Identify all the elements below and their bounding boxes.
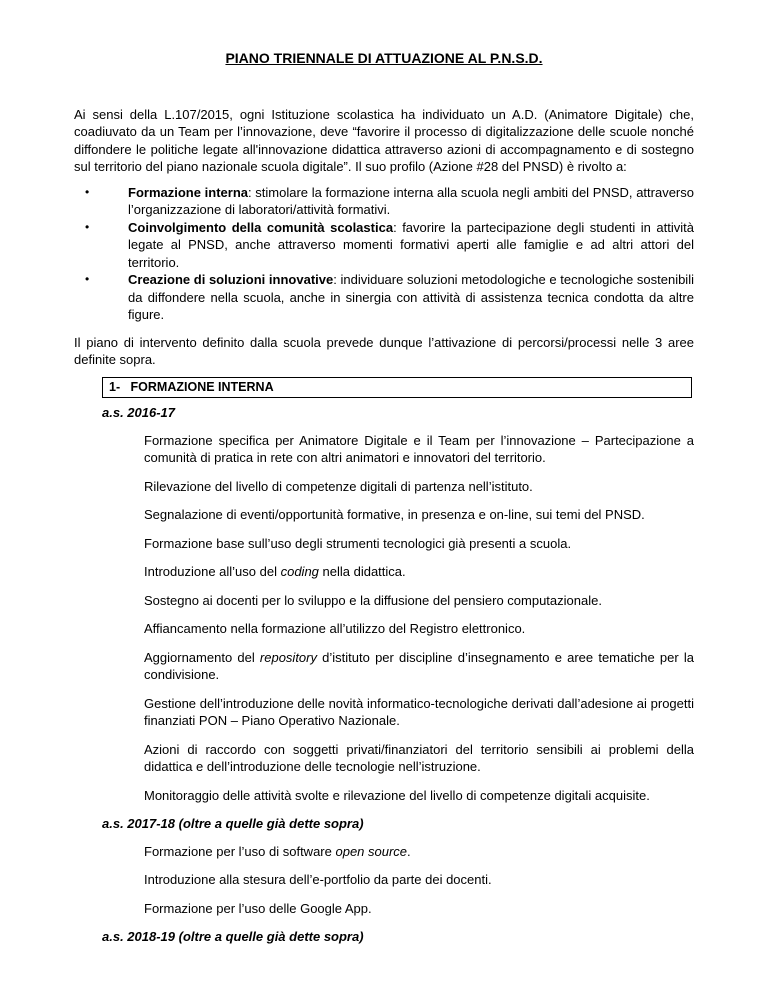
activity-item: Introduzione all’uso del coding nella didattica. <box>144 564 406 579</box>
profile-item-title: Creazione di soluzioni innovative <box>128 272 334 287</box>
school-year-label: a.s. 2018-19 (oltre a quelle già dette sopra) <box>102 929 364 944</box>
profile-item-title: Formazione interna <box>128 184 248 200</box>
plan-paragraph: Il piano di intervento definito dalla scuola prevede dunque l’attivazione di percorsi/processi nelle 3 aree definite sopra. <box>74 334 694 367</box>
activity-item: Formazione specifica per Animatore Digitale e il Team per l’innovazione – Partecipazione a comunità di pratica in rete con altri animatori e innovatori del territorio. <box>144 432 694 465</box>
activity-item: Monitoraggio delle attività svolte e rilevazione del livello di competenze digitali acquisite. <box>144 787 650 803</box>
activity-item: Affiancamento nella formazione all’utilizzo del Registro elettronico. <box>144 621 526 636</box>
profile-item-text: : stimolare la formazione interna alla scuola negli ambiti del PNSD, attraverso l’organizzazione di laboratori/attività formativi. <box>128 184 694 217</box>
school-year-label: a.s. 2016-17 <box>102 405 176 420</box>
document-title: PIANO TRIENNALE DI ATTUAZIONE AL P.N.S.D. <box>225 50 543 66</box>
section-heading <box>102 377 692 399</box>
profile-item <box>85 271 694 324</box>
school-year-label: a.s. 2017-18 (oltre a quelle già dette sopra) <box>102 816 364 831</box>
bullet-icon: • <box>85 272 90 286</box>
activity-item: Formazione base sull’uso degli strumenti tecnologici già presenti a scuola. <box>144 535 572 551</box>
intro-paragraph: Ai sensi della L.107/2015, ogni Istituzione scolastica ha individuato un A.D. (Animatore Digitale) che, coadiuvato da un Team per l’innovazione, deve “favorire il processo di digitalizzazione delle scuole nonché diffondere le politiche legate all'innovazione didattica attraverso azioni di accompagnamento e di sostegno sul territorio del piano nazionale scuola digitale”. Il suo profilo (Azione #28 del PNSD) è rivolto a: <box>74 106 694 174</box>
activity-item: Azioni di raccordo con soggetti privati/finanziatori del territorio sensibili ai problemi della didattica e dell’introduzione delle tecnologie nell’istruzione. <box>144 741 694 774</box>
profile-item-text: : favorire la partecipazione degli studenti in attività legate al PNSD, anche attraverso momenti formativi aperti alle famiglie e ad altri attori del territorio. <box>128 219 695 270</box>
activity-item: Sostegno ai docenti per lo sviluppo e la diffusione del pensiero computazionale. <box>144 592 602 608</box>
bullet-icon: • <box>85 219 90 234</box>
section-number: 1- <box>109 379 121 394</box>
activity-item: Rilevazione del livello di competenze digitali di partenza nell’istituto. <box>144 478 533 494</box>
activity-item: Gestione dell’introduzione delle novità informatico-tecnologiche derivati dall’adesione ai progetti finanziati PON – Piano Operativo Nazionale. <box>144 695 694 728</box>
years-container <box>74 404 694 946</box>
profile-item <box>85 219 695 272</box>
profile-item-title: Coinvolgimento della comunità scolastica <box>128 219 394 235</box>
activity-item: Aggiornamento del repository d’istituto per discipline d’insegnamento e aree tematiche per la condivisione. <box>144 649 694 682</box>
activity-item: Formazione per l’uso delle Google App. <box>144 900 372 916</box>
profile-item-text: : individuare soluzioni metodologiche e tecnologiche sostenibili da diffondere nella scuola, anche in sinergia con attività di assistenza tecnica condotta da altre figure. <box>128 272 694 322</box>
activity-item: Formazione per l’uso di software open source. <box>144 843 411 859</box>
activity-item: Segnalazione di eventi/opportunità formative, in presenza e on-line, sui temi del PNSD. <box>144 507 645 522</box>
profile-item <box>85 184 694 219</box>
bullet-icon: • <box>85 184 90 199</box>
section-title: FORMAZIONE INTERNA <box>130 379 274 394</box>
activity-item: Introduzione alla stesura dell’e-portfolio da parte dei docenti. <box>144 872 492 887</box>
profile-list <box>74 184 694 324</box>
